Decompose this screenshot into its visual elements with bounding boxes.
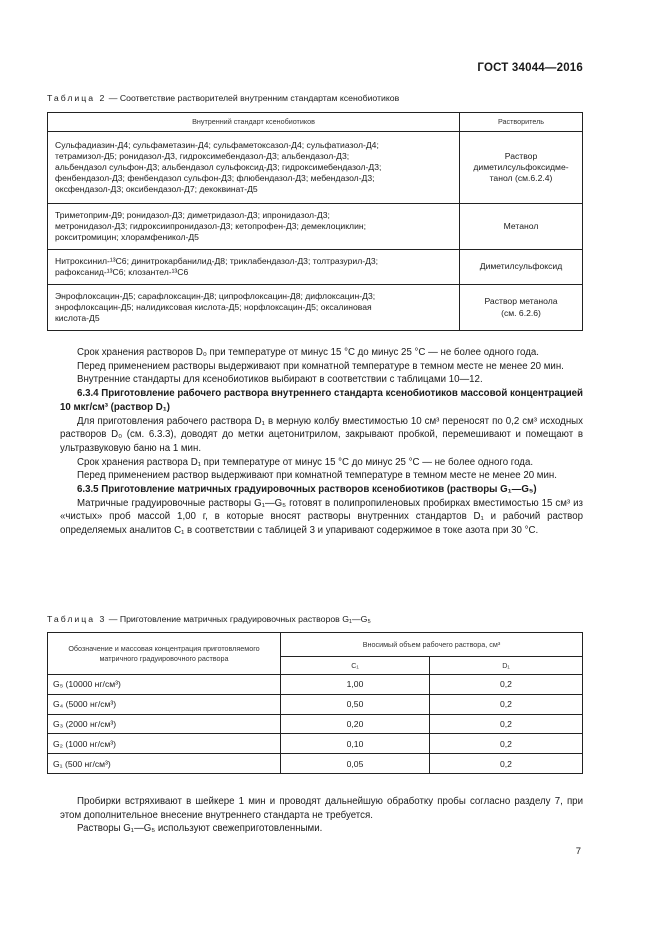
paragraph-matrix-solutions: Матричные градуировочные растворы G₁—G₅ готовят в полипропиленовых пробирках вместимостью 15 см³ из «чистых» проб массой 1,00 г, в которые вносят растворы внутренних стандартов D₁ и рабочий раствор определяемых аналитов С₁ в соответствии с таблицей 3 и упаривают содержимое в токе азота при 30 °С.: [60, 497, 583, 537]
table3-label: Таблица 3: [47, 614, 107, 624]
table2-standards-cell: Энрофлоксацин-Д5; сарафлоксацин-Д8; ципрофлоксацин-Д8; дифлоксацин-Д3; энрофлоксацин-Д5; налидиксовая кислота-Д5; норфлоксацин-Д5; оксалиновая кислота-Д5: [48, 285, 460, 331]
table2-label: Таблица 2: [47, 93, 107, 103]
table2-header-solvent: Растворитель: [460, 113, 583, 132]
table2-solvent-cell: Раствор метанола (см. 6.2.6): [460, 285, 583, 331]
page-number: 7: [575, 846, 581, 857]
table2-title: Соответствие растворителей внутренним стандартам ксенобиотиков: [119, 93, 400, 103]
table2: [47, 112, 583, 331]
section-heading-6-3-4: 6.3.4 Приготовление рабочего раствора внутреннего стандарта ксенобиотиков массовой концентрацией 10 мкг/см³ (раствор D₁): [60, 388, 583, 413]
table3-solution-name: G₂ (1000 нг/см³): [48, 734, 281, 754]
table-row: [48, 675, 583, 695]
table2-solvent-cell: Метанол: [460, 204, 583, 250]
table3-d1-value: 0,2: [430, 754, 583, 774]
table3-d1-value: 0,2: [430, 694, 583, 714]
table-row: [48, 250, 583, 285]
table3: [47, 632, 583, 774]
paragraph-preparation-d1: Для приготовления рабочего раствора D₁ в мерную колбу вместимостью 10 см³ переносят по 0,2 см³ исходных растворов D₀ (см. 6.3.3), доводят до метки ацетонитрилом, закрывают пробкой, перемешивают и помещают в ультразвуковую баню на 1 мин.: [60, 415, 583, 454]
table3-subheader-d1: D₁: [430, 657, 583, 675]
table-row: [48, 754, 583, 774]
table2-solvent-cell: Диметилсульфоксид: [460, 250, 583, 285]
table3-title: Приготовление матричных градуировочных растворов G₁—G₅: [119, 614, 371, 624]
paragraph-fresh: Растворы G₁—G₅ используют свежеприготовленными.: [77, 823, 323, 835]
table3-subheader-c1: С₁: [281, 657, 430, 675]
table3-solution-name: G₃ (2000 нг/см³): [48, 714, 281, 734]
paragraph-storage-d1: Срок хранения раствора D₁ при температуре от минус 15 °С до минус 25 °С — не более одного года.: [77, 456, 534, 468]
table3-header-designation: Обозначение и массовая концентрация приготовляемого матричного градуировочного раствора: [48, 633, 281, 675]
table3-caption: Таблица 3 — Приготовление матричных градуировочных растворов G₁—G₅: [47, 614, 371, 624]
table3-c1-value: 0,10: [281, 734, 430, 754]
table2-standards-cell: Триметоприм-Д9; ронидазол-Д3; диметридазол-Д3; ипронидазол-Д3; метронидазол-Д3; гидроксиипронидазол-Д3; кетопрофен-Д3; демеклоциклин; рокситромицин; хлорамфеникол-Д5: [48, 204, 460, 250]
table3-d1-value: 0,2: [430, 675, 583, 695]
table3-header-volume: Вносимый объем рабочего раствора, см³: [281, 633, 583, 657]
table-row: [48, 204, 583, 250]
table3-d1-value: 0,2: [430, 734, 583, 754]
table-row: [48, 694, 583, 714]
standard-code: ГОСТ 34044—2016: [477, 62, 583, 74]
paragraph-shaking: Пробирки встряхивают в шейкере 1 мин и проводят дальнейшую обработку пробы согласно разделу 7, при этом дополнительное внесение внутреннего стандарта не требуется.: [60, 796, 583, 821]
paragraph-exposure-1: Перед применением растворы выдерживают при комнатной температуре в темном месте не менее 20 мин.: [77, 360, 564, 372]
table3-solution-name: G₄ (5000 нг/см³): [48, 694, 281, 714]
table-row: [48, 285, 583, 331]
table-row: [48, 132, 583, 204]
table3-c1-value: 0,20: [281, 714, 430, 734]
table3-solution-name: G₁ (500 нг/см³): [48, 754, 281, 774]
table3-solution-name: G₅ (10000 нг/см³): [48, 675, 281, 695]
table3-c1-value: 1,00: [281, 675, 430, 695]
table2-header-standard: Внутренний стандарт ксенобиотиков: [48, 113, 460, 132]
section-heading-6-3-5: 6.3.5 Приготовление матричных градуировочных растворов ксенобиотиков (растворы G₁—G₅): [77, 484, 537, 496]
table3-c1-value: 0,50: [281, 694, 430, 714]
body-text-block-1: [60, 346, 583, 538]
table2-standards-cell: Нитроксинил-¹³С6; динитрокарбанилид-Д8; триклабендазол-Д3; толтразурил-Д3; рафоксанид-¹³С6; клозантел-¹³С6: [48, 250, 460, 285]
table2-solvent-cell: Раствор диметилсульфоксидме- танол (см.6.2.4): [460, 132, 583, 204]
paragraph-storage-d0: Срок хранения растворов D₀ при температуре от минус 15 °С до минус 25 °С — не более одного года.: [77, 347, 539, 358]
table-row: [48, 714, 583, 734]
table2-caption: Таблица 2 — Соответствие растворителей внутренним стандартам ксенобиотиков: [47, 93, 400, 103]
table-row: [48, 734, 583, 754]
paragraph-selection: Внутренние стандарты для ксенобиотиков выбирают в соответствии с таблицами 10—12.: [77, 374, 483, 386]
paragraph-exposure-2: Перед применением раствор выдерживают при комнатной температуре в темном месте не менее 20 мин.: [77, 470, 557, 482]
table2-standards-cell: Сульфадиазин-Д4; сульфаметазин-Д4; сульфаметоксазол-Д4; сульфатиазол-Д4; тетрамизол-Д5; ронидазол-Д3, гидроксимебендазол-Д3; альбендазол-Д3; альбендазол сульфон-Д3; альбендазол сульфоксид-Д3; гидроксимебендазол-Д3; фенбендазол-Д3; фенбендазол сульфон-Д3; флюбендазол-Д3; мебендазол-Д3; оксфендазол-Д3; оксибендазол-Д7; декоквинат-Д5: [48, 132, 460, 204]
body-text-block-2: [60, 795, 583, 836]
table3-d1-value: 0,2: [430, 714, 583, 734]
table3-c1-value: 0,05: [281, 754, 430, 774]
